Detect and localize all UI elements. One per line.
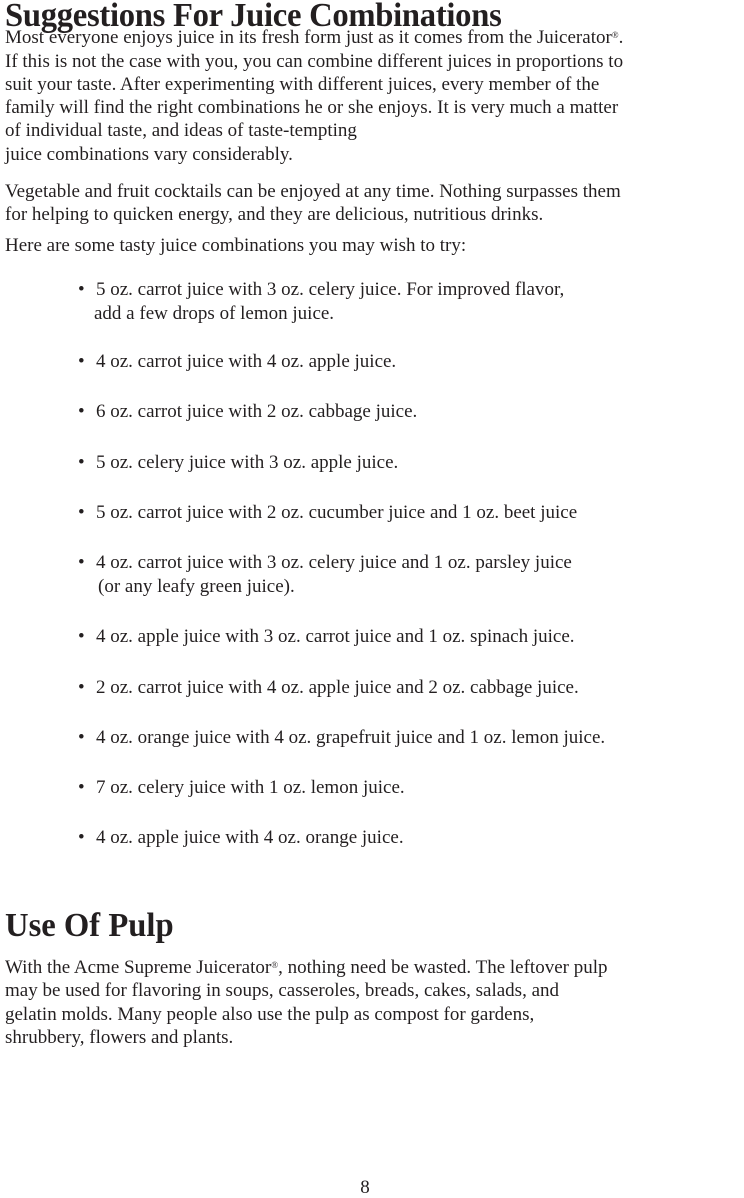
- bullet-icon: •: [78, 351, 85, 372]
- intro-line: of individual taste, and ideas of taste-tempting: [5, 120, 357, 142]
- bullet-icon: •: [78, 401, 85, 422]
- bullet-icon: •: [78, 827, 85, 848]
- bullet-icon: •: [78, 777, 85, 798]
- page-number: 8: [360, 1177, 370, 1198]
- list-item: • 4 oz. orange juice with 4 oz. grapefruit juice and 1 oz. lemon juice.: [78, 727, 606, 748]
- registered-mark: ®: [611, 30, 619, 41]
- bullet-icon: •: [78, 552, 85, 573]
- list-item: • 5 oz. carrot juice with 2 oz. cucumber juice and 1 oz. beet juice: [78, 502, 578, 523]
- list-item: • 6 oz. carrot juice with 2 oz. cabbage juice.: [78, 401, 418, 422]
- pulp-paragraph: [5, 956, 607, 1049]
- combinations-intro: Here are some tasty juice combinations you may wish to try:: [5, 235, 467, 256]
- bullet-icon: •: [78, 727, 85, 748]
- intro-line: family will find the right combinations he or she enjoys. It is very much a matter: [5, 97, 619, 119]
- list-item: • 4 oz. apple juice with 4 oz. orange juice.: [78, 827, 404, 848]
- intro-line: [5, 3, 623, 26]
- list-item: • 4 oz. carrot juice with 4 oz. apple juice.: [78, 351, 397, 372]
- section-heading-juice-combinations: Suggestions For Juice Combinations: [5, 0, 502, 34]
- pulp-line: may be used for flavoring in soups, casseroles, breads, cakes, salads, and: [5, 980, 560, 1002]
- intro-line: suit your taste. After experimenting with different juices, every member of the: [5, 73, 600, 95]
- list-item: • 2 oz. carrot juice with 4 oz. apple juice and 2 oz. cabbage juice.: [78, 677, 579, 698]
- cocktails-line: Vegetable and fruit cocktails can be enjoyed at any time. Nothing surpasses them: [5, 181, 621, 202]
- list-item: • 5 oz. celery juice with 3 oz. apple juice.: [78, 452, 399, 473]
- cocktails-paragraph: [5, 180, 621, 227]
- list-item: • 7 oz. celery juice with 1 oz. lemon juice.: [78, 777, 405, 798]
- pulp-line: With the Acme Supreme Juicerator®, nothing need be wasted. The leftover pulp: [5, 957, 608, 978]
- pulp-line: shrubbery, flowers and plants.: [5, 1026, 234, 1048]
- registered-mark: ®: [271, 960, 279, 970]
- list-item: • 5 oz. carrot juice with 3 oz. celery juice. For improved flavor, add a few drops of lemon juice.: [78, 279, 565, 324]
- pulp-line: gelatin molds. Many people also use the pulp as compost for gardens,: [5, 1003, 535, 1025]
- bullet-icon: •: [78, 279, 85, 300]
- list-item: • 4 oz. apple juice with 3 oz. carrot juice and 1 oz. spinach juice.: [78, 626, 575, 647]
- cocktails-line: for helping to quicken energy, and they are delicious, nutritious drinks.: [5, 204, 544, 226]
- bullet-icon: •: [78, 452, 85, 473]
- list-item: • 4 oz. carrot juice with 3 oz. celery juice and 1 oz. parsley juice (or any leafy green juice).: [78, 552, 572, 597]
- bullet-icon: •: [78, 677, 85, 698]
- intro-paragraph: [5, 3, 623, 166]
- intro-line: If this is not the case with you, you can combine different juices in proportions to: [5, 50, 624, 72]
- section-heading-use-of-pulp: Use Of Pulp: [5, 907, 174, 944]
- intro-line: juice combinations vary considerably.: [5, 143, 293, 165]
- bullet-icon: •: [78, 626, 85, 647]
- bullet-icon: •: [78, 502, 85, 523]
- intro-line: Most everyone enjoys juice in its fresh form just as it comes from the Juicerator®.: [5, 27, 624, 49]
